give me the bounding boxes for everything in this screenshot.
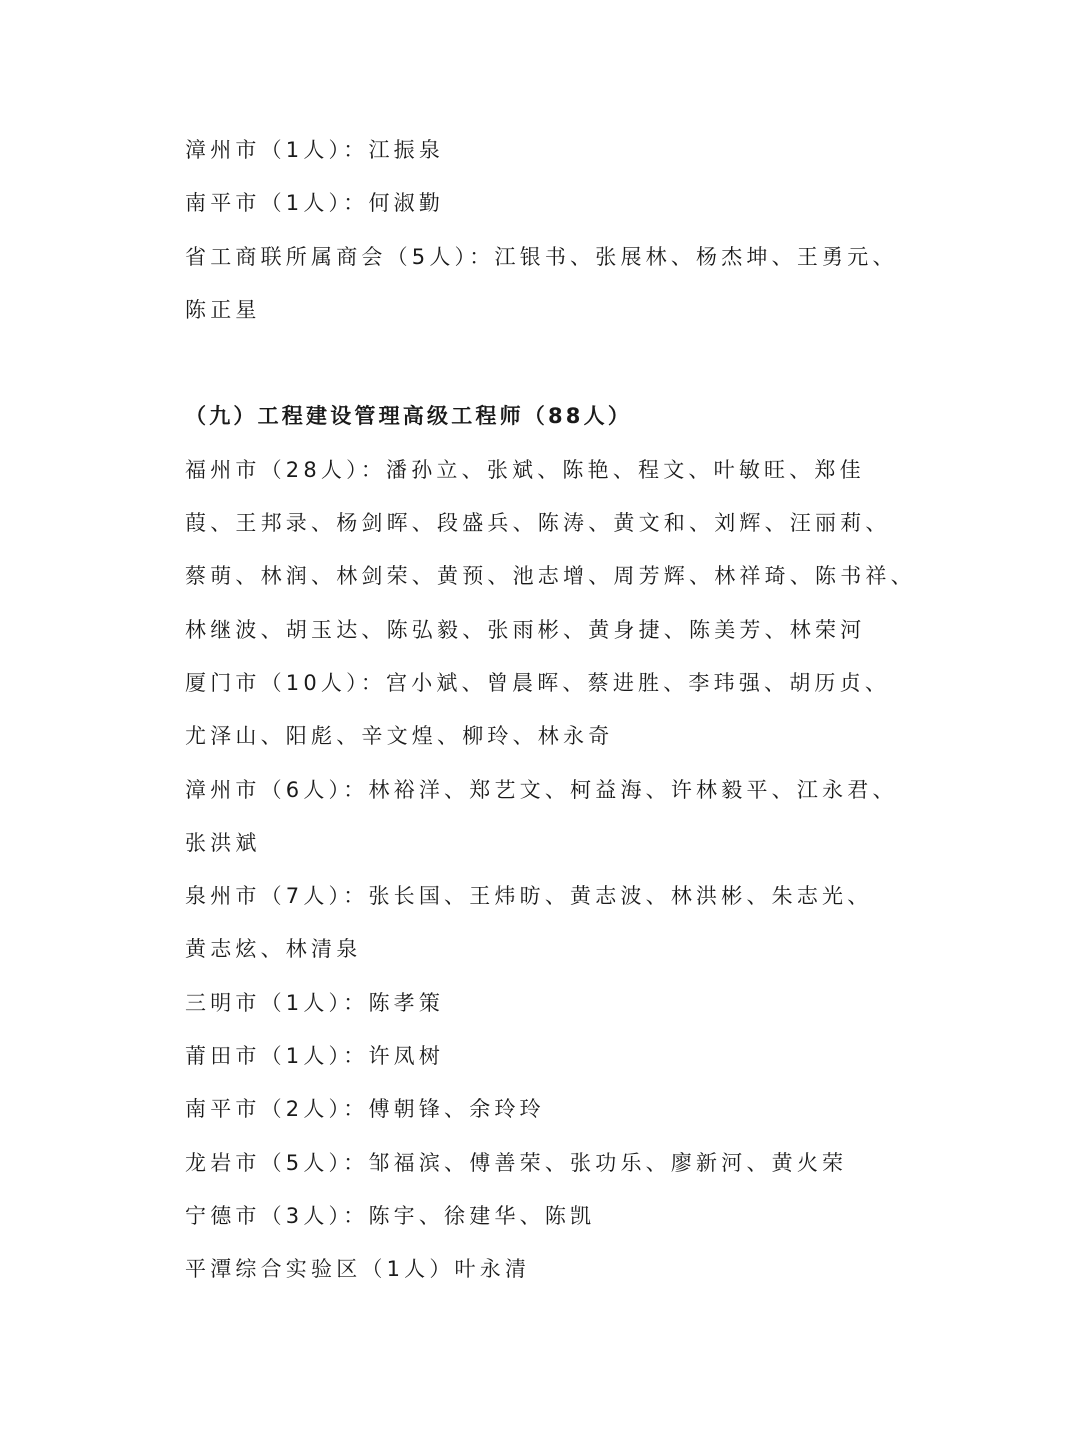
paragraph-gap — [185, 337, 905, 390]
section-heading: （九）工程建设管理高级工程师（88人） — [185, 404, 633, 429]
text-line: 陈正星 — [185, 297, 261, 322]
text-line: 平潭综合实验区（1人）叶永清 — [185, 1257, 531, 1282]
text-line: 尤泽山、阳彪、辛文煌、柳玲、林永奇 — [185, 724, 614, 749]
text-line: 漳州市（6人）：林裕洋、郑艺文、柯益海、许林毅平、江永君、 — [185, 777, 898, 802]
text-line: 林继波、胡玉达、陈弘毅、张雨彬、黄身捷、陈美芳、林荣河 — [185, 617, 866, 642]
document-page — [185, 124, 916, 1297]
text-line: 张洪斌 — [185, 830, 261, 855]
text-line: 福州市（28人）：潘孙立、张斌、陈艳、程文、叶敏旺、郑佳 — [185, 457, 865, 482]
text-line: 三明市（1人）：陈孝策 — [185, 990, 445, 1015]
text-line: 南平市（2人）：傅朝锋、余玲玲 — [185, 1097, 545, 1122]
text-line: 宁德市（3人）：陈宇、徐建华、陈凯 — [185, 1203, 596, 1228]
text-line: 泉州市（7人）：张长国、王炜昉、黄志波、林洪彬、朱志光、 — [185, 884, 873, 909]
text-line: 南平市（1人）：何淑勤 — [185, 191, 445, 216]
text-line: 葭、王邦录、杨剑晖、段盛兵、陈涛、黄文和、刘辉、汪丽莉、 — [185, 511, 891, 536]
text-line: 漳州市（1人）：江振泉 — [185, 138, 445, 162]
text-line: 蔡萌、林润、林剑荣、黄预、池志增、周芳辉、林祥琦、陈书祥、 — [185, 564, 916, 589]
text-line: 厦门市（10人）：宫小斌、曾晨晖、蔡进胜、李玮强、胡历贞、 — [185, 670, 891, 695]
text-line: 黄志炫、林清泉 — [185, 937, 362, 962]
text-line: 龙岩市（5人）：邹福滨、傅善荣、张功乐、廖新河、黄火荣 — [185, 1150, 848, 1175]
text-line: 省工商联所属商会（5人）：江银书、张展林、杨杰坤、王勇元、 — [185, 244, 898, 269]
text-line: 莆田市（1人）：许凤树 — [185, 1044, 445, 1069]
